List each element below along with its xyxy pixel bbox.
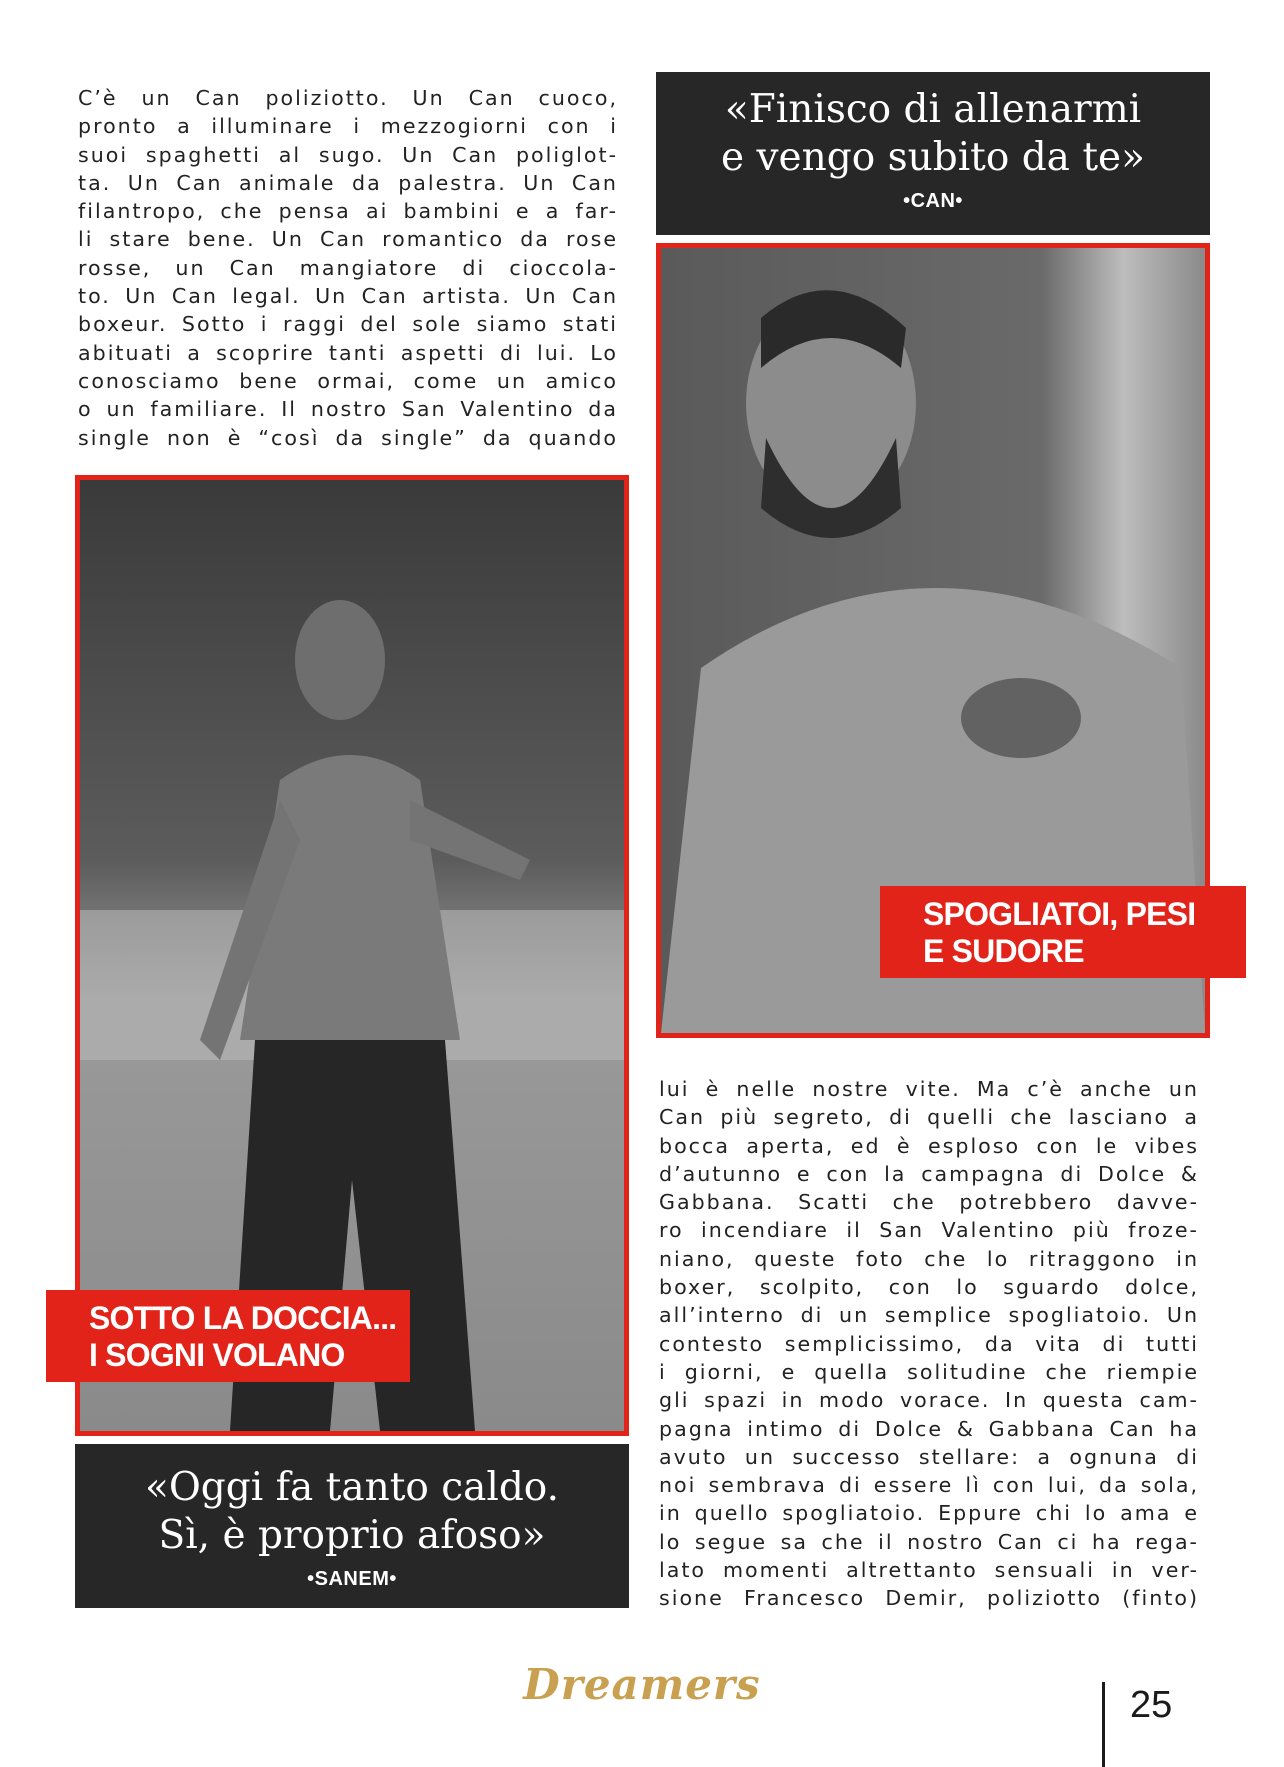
pull-quote-top-text: «Finisco di allenarmi e vengo subito da te»	[721, 87, 1145, 180]
page-number: 25	[1130, 1684, 1173, 1726]
photo-garden-image	[80, 480, 624, 1431]
article-paragraph-top: C’è un Can poliziotto. Un Can cuoco, pronto a illuminare i mezzogiorni con i suoi spaghetti al sugo. Un Can poliglot- ta. Un Can animale da palestra. Un Can filantropo, che pensa ai bambini e a far- li stare bene. Un Can romantico da rose rosse, un Can mangiatore di cioccola- to. Un Can legal. Un Can artista. Un Can boxeur. Sotto i raggi del sole siamo stati abituati a scoprire tanti aspetti di lui. Lo conosciamo bene ormai, come un amico o un familiare. Il nostro San Valentino da single non è “così da single” da quando	[78, 86, 618, 450]
magazine-logo: Dreamers	[523, 1660, 761, 1709]
caption-garden: SOTTO LA DOCCIA... I SOGNI VOLANO	[46, 1290, 410, 1382]
pull-quote-bottom-author: •SANEM•	[307, 1568, 397, 1590]
pull-quote-bottom	[75, 1444, 629, 1608]
caption-locker-room: SPOGLIATOI, PESI E SUDORE	[880, 886, 1246, 978]
footer-divider	[1102, 1682, 1105, 1767]
pull-quote-bottom-text: «Oggi fa tanto caldo. Sì, è proprio afoso»	[144, 1465, 560, 1558]
article-paragraph-bottom: lui è nelle nostre vite. Ma c’è anche un Can più segreto, di quelli che lasciano a bocca aperta, ed è esploso con le vibes d’autunno e con la campagna di Dolce & Gabbana. Scatti che potrebbero davve- ro incendiare il San Valentino più froze- niano, queste foto che lo ritraggono in boxer, scolpito, con lo sguardo dolce, all’interno di un semplice spogliatoio. Un contesto semplicissimo, da vita di tutti i giorni, e quella solitudine che riempie gli spazi in modo vorace. In questa cam- pagna intimo di Dolce & Gabbana Can ha avuto un successo stellare: a ognuna di noi sembrava di essere lì con lui, da sola, in quello spogliatoio. Eppure chi lo ama e lo segue sa che il nostro Can ci ha rega- lato momenti altrettanto sensuali in ver- sione Francesco Demir, poliziotto (finto)	[659, 1077, 1199, 1611]
pull-quote-top	[656, 72, 1210, 235]
pull-quote-top-author: •CAN•	[903, 190, 963, 212]
